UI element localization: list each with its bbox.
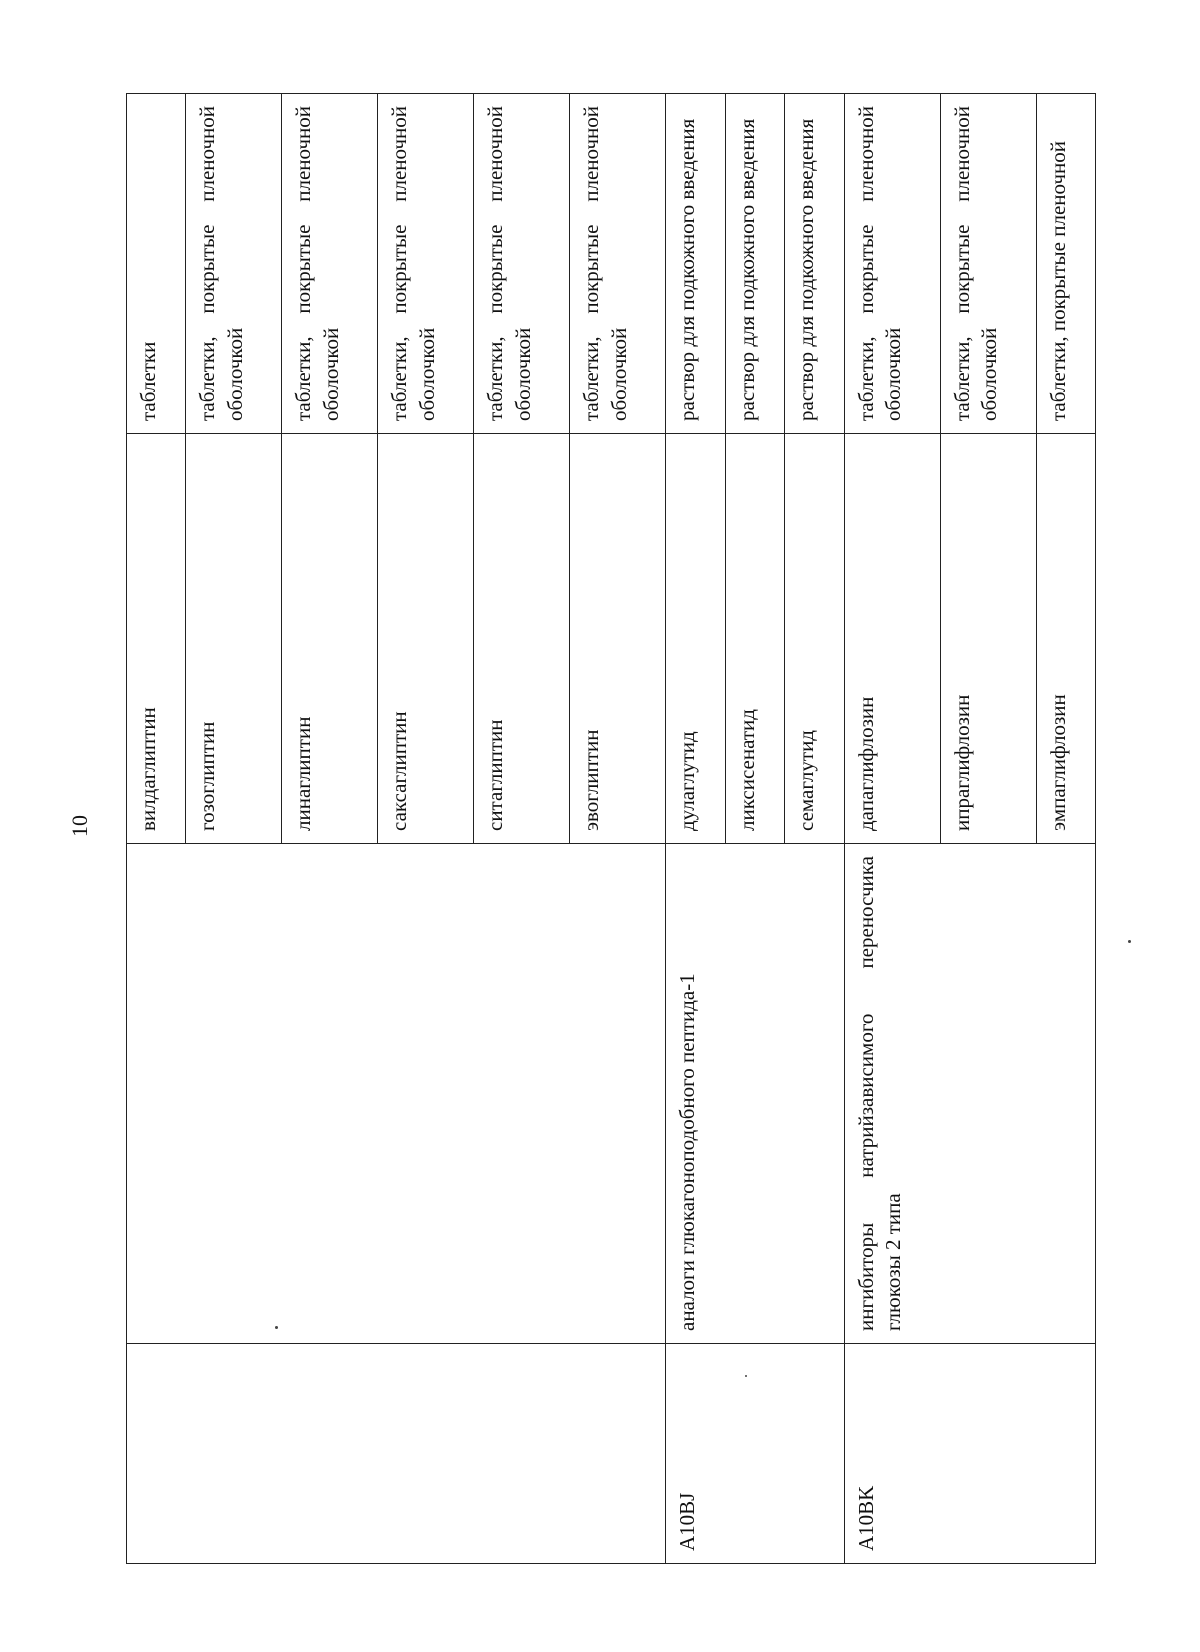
group-cell [127, 844, 666, 1344]
drug-name-cell: гозоглиптин [186, 434, 282, 844]
drug-name-cell: вилдаглиптин [127, 434, 186, 844]
drug-name-cell: эмпаглифлозин [1036, 434, 1095, 844]
dosage-form-cell: раствор для подкожного введения [785, 94, 844, 434]
dosage-form-cell: таблетки, покрытые пленочной оболочкой [186, 94, 282, 434]
drug-name-cell: эвоглиптин [570, 434, 666, 844]
atc-code-cell [127, 1344, 666, 1564]
dosage-form-cell: таблетки, покрытые пленочной оболочкой [844, 94, 940, 434]
dosage-form-cell: таблетки, покрытые пленочной оболочкой [570, 94, 666, 434]
table-row [844, 94, 940, 1564]
drug-name-cell: ситаглиптин [474, 434, 570, 844]
table-row [127, 94, 186, 1564]
group-cell: ингибиторы натрийзависимого переносчика глюкозы 2 типа [844, 844, 1095, 1344]
dosage-form-cell: таблетки, покрытые пленочной оболочкой [378, 94, 474, 434]
rotated-table-container [126, 94, 1096, 1564]
scan-speck [745, 1375, 747, 1377]
drug-name-cell: дапаглифлозин [844, 434, 940, 844]
atc-code-cell: A10BK [844, 1344, 1095, 1564]
dosage-form-cell: таблетки, покрытые пленочной [1036, 94, 1095, 434]
scan-speck [1128, 940, 1131, 943]
dosage-form-cell: таблетки, покрытые пленочной оболочкой [474, 94, 570, 434]
scan-speck [275, 1326, 278, 1329]
drug-name-cell: семаглутид [785, 434, 844, 844]
page-number: 10 [67, 815, 92, 837]
drug-table [126, 93, 1096, 1564]
dosage-form-cell: раствор для подкожного введения [666, 94, 725, 434]
table-row [666, 94, 725, 1564]
dosage-form-cell: раствор для подкожного введения [725, 94, 784, 434]
drug-name-cell: ипраглифлозин [940, 434, 1036, 844]
atc-code-cell: A10BJ [666, 1344, 844, 1564]
drug-name-cell: саксаглиптин [378, 434, 474, 844]
group-cell: аналоги глюкагоноподобного пептида-1 [666, 844, 844, 1344]
drug-name-cell: ликсисенатид [725, 434, 784, 844]
drug-name-cell: линаглиптин [282, 434, 378, 844]
drug-name-cell: дулаглутид [666, 434, 725, 844]
dosage-form-cell: таблетки [127, 94, 186, 434]
dosage-form-cell: таблетки, покрытые пленочной оболочкой [940, 94, 1036, 434]
dosage-form-cell: таблетки, покрытые пленочной оболочкой [282, 94, 378, 434]
